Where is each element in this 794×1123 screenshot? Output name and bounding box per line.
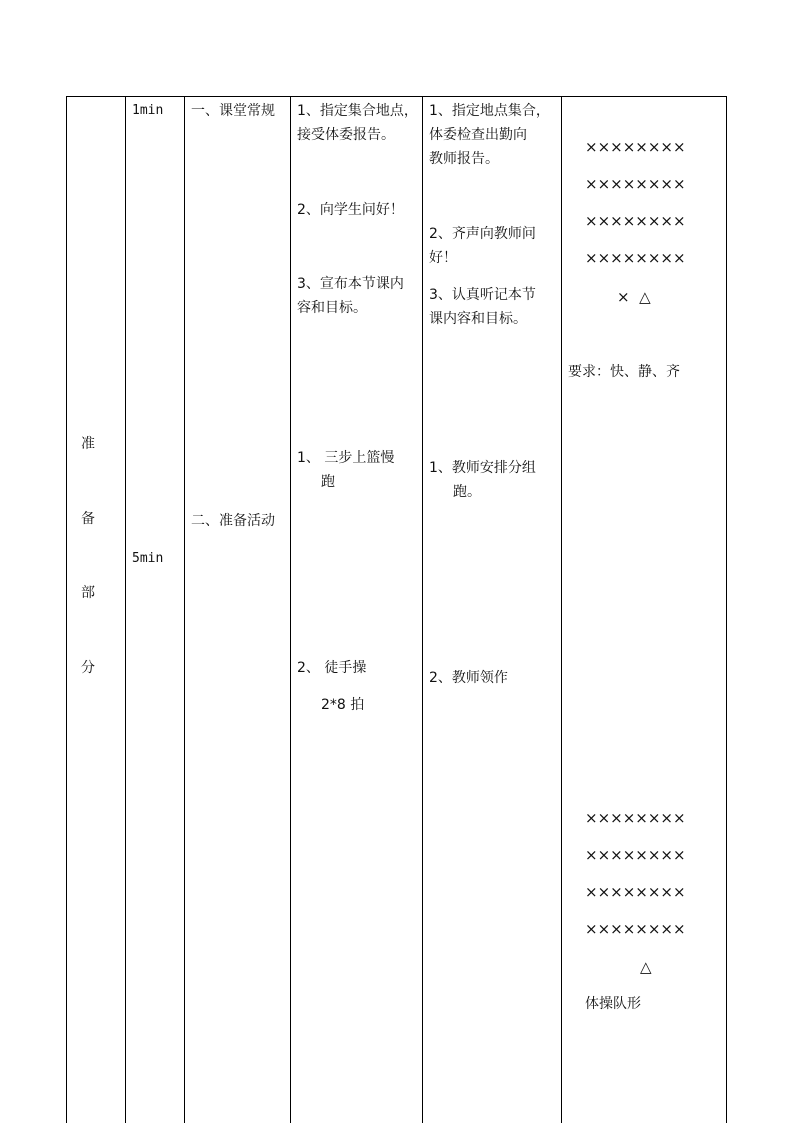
student-item-1-line-1: 1、指定地点集合， (429, 103, 550, 119)
teacher-item-5-line-1: 2、 徒手操 (297, 660, 367, 676)
formation-2-label: 体操队形 (585, 996, 641, 1012)
table-border-left (66, 96, 67, 1123)
table-divider-2 (184, 96, 185, 1123)
formation-1-row-1: ×××××××× (585, 138, 686, 156)
student-item-2-line-2: 好！ (429, 250, 457, 266)
formation-1-row-4: ×××××××× (585, 249, 686, 267)
time-2: 5min (132, 551, 164, 566)
student-item-2-line-1: 2、齐声向教师问 (429, 226, 536, 242)
part-2-title: 二、准备活动 (191, 513, 275, 529)
table-divider-3 (290, 96, 291, 1123)
formation-2-row-1: ×××××××× (585, 809, 686, 827)
teacher-item-1-line-1: 1、指定集合地点， (297, 103, 418, 119)
student-item-1-line-3: 教师报告。 (429, 151, 499, 167)
teacher-item-5-line-2: 2*8 拍 (321, 697, 365, 713)
section-char-2: 备 (81, 511, 95, 527)
formation-1-row-2: ×××××××× (585, 175, 686, 193)
formation-1-last-row: × △ (617, 288, 651, 306)
teacher-item-1-line-2: 接受体委报告。 (297, 127, 395, 143)
formation-2-row-4: ×××××××× (585, 920, 686, 938)
teacher-item-3-line-2: 容和目标。 (297, 300, 367, 316)
formation-1-row-3: ×××××××× (585, 212, 686, 230)
table-border-right (726, 96, 727, 1123)
table-divider-5 (561, 96, 562, 1123)
table-divider-1 (125, 96, 126, 1123)
teacher-item-4-line-2: 跑 (321, 474, 335, 490)
formation-2-teacher-marker: △ (640, 958, 652, 976)
section-char-4: 分 (81, 660, 95, 676)
table-top-border (66, 96, 727, 97)
student-item-3-line-1: 3、认真听记本节 (429, 287, 536, 303)
time-1: 1min (132, 103, 164, 118)
teacher-item-2: 2、向学生问好！ (297, 202, 404, 218)
student-item-4-line-2: 跑。 (453, 484, 481, 500)
student-item-3-line-2: 课内容和目标。 (429, 311, 527, 327)
formation-2-row-2: ×××××××× (585, 846, 686, 864)
section-char-3: 部 (81, 585, 95, 601)
teacher-item-3-line-1: 3、宣布本节课内 (297, 276, 404, 292)
teacher-item-4-line-1: 1、 三步上篮慢 (297, 450, 395, 466)
student-item-4-line-1: 1、教师安排分组 (429, 460, 536, 476)
part-1-title: 一、课堂常规 (191, 103, 275, 119)
section-char-1: 准 (81, 436, 95, 452)
formation-2-row-3: ×××××××× (585, 883, 686, 901)
organization-requirement: 要求：快、静、齐 (568, 364, 680, 380)
table-divider-4 (422, 96, 423, 1123)
student-item-1-line-2: 体委检查出勤向 (429, 127, 527, 143)
student-item-5: 2、教师领作 (429, 670, 508, 686)
